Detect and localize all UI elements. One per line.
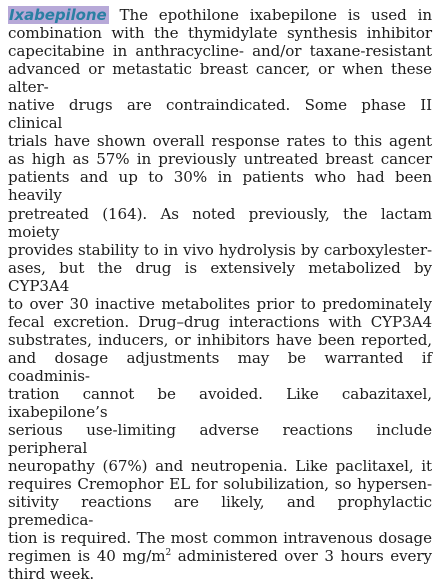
- text-line-17: serious use-limiting adverse reactions include peripheral: [8, 421, 432, 458]
- text-line-21: tion is required. The most common intravenous dosage: [8, 529, 432, 548]
- section-heading: Ixabepilone: [9, 6, 107, 24]
- dosage-suffix: administered over 3 hours every: [171, 547, 432, 566]
- text-line-12: to over 30 inactive metabolites prior to predominately: [8, 294, 432, 313]
- paragraph: [8, 6, 432, 584]
- text-line-8: patients and up to 30% in patients who had been heavily: [8, 168, 432, 205]
- line-1-text: The epothilone ixabepilone is used in: [108, 6, 432, 24]
- text-line-18: neuropathy (67%) and neutropenia. Like paclitaxel, it: [8, 457, 432, 476]
- text-line-20: sitivity reactions are likely, and prophylactic premedica-: [8, 493, 432, 530]
- text-line-22: [8, 547, 432, 565]
- text-line-5: native drugs are contraindicated. Some phase II clinical: [8, 96, 432, 133]
- dosage-superscript: 2: [165, 548, 172, 559]
- text-line-4: advanced or metastatic breast cancer, or when these alter-: [8, 60, 432, 97]
- text-line-23: third week.: [8, 565, 95, 584]
- text-line-11: ases, but the drug is extensively metabolized by CYP3A4: [8, 258, 432, 295]
- text-line-9: pretreated (164). As noted previously, the lactam moiety: [8, 204, 432, 241]
- dosage-prefix: regimen is 40 mg/m: [8, 547, 166, 566]
- text-line-15: and dosage adjustments may be warranted if coadminis-: [8, 348, 432, 385]
- text-line-2: combination with the thymidylate synthesis inhibitor: [8, 24, 432, 43]
- text-line-19: requires Cremophor EL for solubilization, so hypersen-: [8, 475, 432, 494]
- text-line-10: provides stability to in vivo hydrolysis by carboxylester-: [8, 240, 432, 259]
- text-line-14: substrates, inducers, or inhibitors have been reported,: [8, 330, 432, 349]
- text-line-1: [8, 6, 432, 24]
- text-line-3: capecitabine in anthracycline- and/or taxane-resistant: [8, 42, 432, 61]
- text-line-13: fecal excretion. Drug–drug interactions with CYP3A4: [8, 312, 432, 331]
- text-line-7: as high as 57% in previously untreated breast cancer: [8, 150, 432, 169]
- text-line-16: tration cannot be avoided. Like cabazitaxel, ixabepilone’s: [8, 384, 432, 422]
- text-line-6: trials have shown overall response rates to this agent: [8, 132, 432, 151]
